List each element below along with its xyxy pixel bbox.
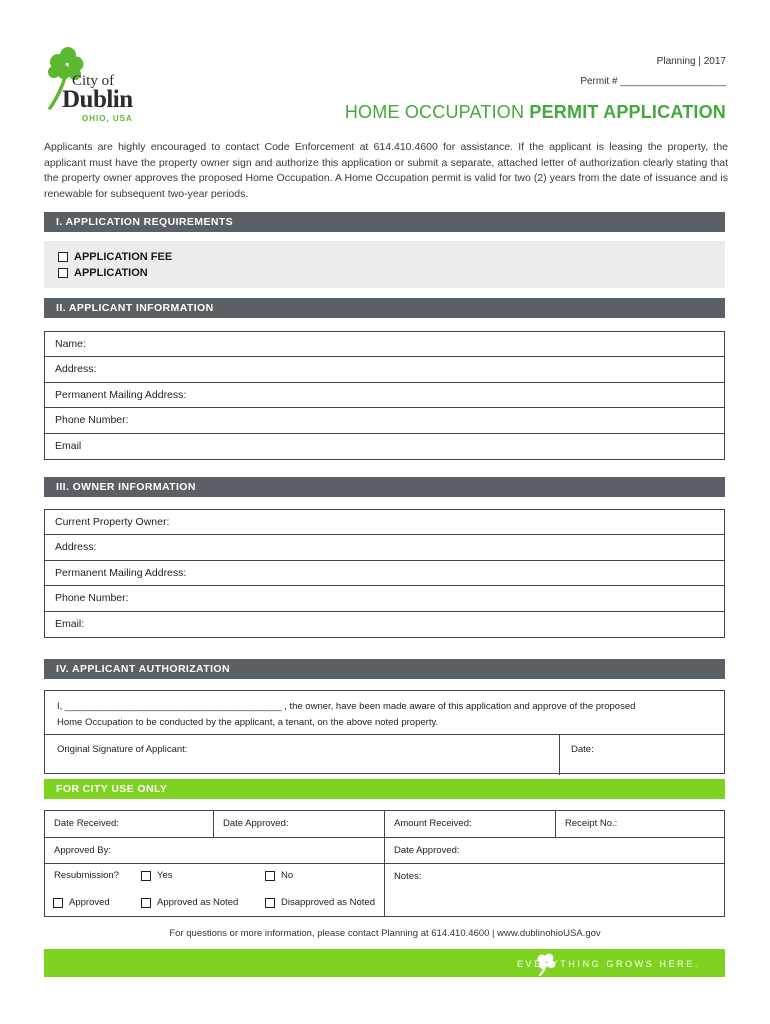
section-applicant-header: II. APPLICANT INFORMATION bbox=[44, 298, 725, 318]
requirement-label: APPLICATION bbox=[74, 267, 148, 279]
signature-date-field[interactable]: Date: bbox=[571, 744, 594, 755]
disapproved-as-noted-option[interactable] bbox=[265, 897, 375, 908]
authorization-line-1[interactable]: I, _________________________________________ , the owner, have been made aware of this application and approve of the proposed bbox=[57, 701, 636, 712]
owner-mailing-address-field[interactable]: Permanent Mailing Address: bbox=[45, 561, 724, 586]
checkbox-icon[interactable] bbox=[58, 252, 68, 262]
title-light: HOME OCCUPATION bbox=[344, 102, 530, 122]
title-bold: PERMIT APPLICATION bbox=[529, 102, 726, 122]
approved-label: Approved bbox=[69, 897, 110, 908]
requirements-box bbox=[44, 241, 725, 288]
page-title bbox=[345, 102, 726, 123]
divider bbox=[559, 735, 560, 775]
section-authorization-header: IV. APPLICANT AUTHORIZATION bbox=[44, 659, 725, 679]
signature-row bbox=[45, 734, 724, 775]
signature-field[interactable]: Original Signature of Applicant: bbox=[57, 744, 188, 755]
authorization-line-2: Home Occupation to be conducted by the applicant, a tenant, on the above noted property. bbox=[57, 717, 439, 728]
owner-fields bbox=[44, 509, 725, 638]
requirement-item[interactable] bbox=[58, 267, 148, 279]
address-field[interactable]: Address: bbox=[45, 357, 724, 382]
permit-number-field[interactable]: Permit # ___________________ bbox=[580, 76, 726, 87]
resubmission-label bbox=[54, 870, 119, 881]
section-city-use-header: FOR CITY USE ONLY bbox=[44, 779, 725, 799]
yes-label: Yes bbox=[157, 870, 173, 881]
email-field[interactable]: Email bbox=[55, 439, 82, 452]
checkbox-icon[interactable] bbox=[265, 898, 275, 908]
authorization-box bbox=[44, 690, 725, 774]
amount-received-field[interactable]: Amount Received: bbox=[384, 810, 556, 838]
yes-option[interactable] bbox=[141, 870, 173, 881]
date-received-field[interactable]: Date Received: bbox=[44, 810, 214, 838]
intro-paragraph: Applicants are highly encouraged to contact Code Enforcement at 614.410.4600 for assistance. If the applicant is leasing the property, the applicant must have the property owner sign and authorize this application or submit a separate, attached letter of authorization clearly stating that the property owner approves the proposed Home Occupation. A Home Occupation permit is valid for two (2) years from the date of issuance and is renewable for subsequent two-year periods. bbox=[44, 141, 728, 200]
date-approved-field[interactable]: Date Approved: bbox=[213, 810, 385, 838]
owner-address-field[interactable]: Address: bbox=[45, 535, 724, 560]
disapproved-as-noted-label: Disapproved as Noted bbox=[281, 897, 375, 908]
checkbox-icon[interactable] bbox=[265, 871, 275, 881]
city-use-grid bbox=[44, 810, 725, 917]
no-label: No bbox=[281, 870, 294, 881]
footer-contact: For questions or more information, please contact Planning at 614.410.4600 | www.dublinohioUSA.gov bbox=[169, 928, 601, 939]
no-option[interactable] bbox=[265, 870, 293, 881]
footer-tagline: EVERYTHING GROWS HERE. bbox=[516, 959, 700, 969]
logo-ohio-text: OHIO, USA bbox=[82, 114, 133, 123]
owner-email-field[interactable]: Email: bbox=[55, 617, 85, 630]
requirement-item[interactable] bbox=[58, 251, 172, 263]
date-approved-2-field[interactable]: Date Approved: bbox=[384, 837, 725, 864]
section-requirements-header: I. APPLICATION REQUIREMENTS bbox=[44, 212, 725, 232]
logo-dublin-text: Dublin bbox=[62, 86, 133, 113]
notes-field[interactable]: Notes: bbox=[384, 863, 725, 917]
receipt-number-field[interactable]: Receipt No.: bbox=[555, 810, 725, 838]
resubmission-text: Resubmission? bbox=[54, 870, 119, 881]
checkbox-icon[interactable] bbox=[141, 871, 151, 881]
owner-phone-field[interactable]: Phone Number: bbox=[45, 586, 724, 611]
checkbox-icon[interactable] bbox=[53, 898, 63, 908]
authorization-statement bbox=[57, 699, 707, 731]
mailing-address-field[interactable]: Permanent Mailing Address: bbox=[45, 383, 724, 408]
phone-field[interactable]: Phone Number: bbox=[45, 408, 724, 433]
approved-by-field[interactable]: Approved By: bbox=[44, 837, 385, 864]
section-owner-header: III. OWNER INFORMATION bbox=[44, 477, 725, 497]
checkbox-icon[interactable] bbox=[141, 898, 151, 908]
name-field[interactable]: Name: bbox=[45, 332, 724, 357]
approved-as-noted-label: Approved as Noted bbox=[157, 897, 239, 908]
requirement-label: APPLICATION FEE bbox=[74, 251, 173, 263]
logo-city-text: City of bbox=[72, 73, 115, 89]
applicant-fields bbox=[44, 331, 725, 460]
checkbox-icon[interactable] bbox=[58, 268, 68, 278]
approved-option[interactable] bbox=[53, 897, 110, 908]
approved-as-noted-option[interactable] bbox=[141, 897, 238, 908]
planning-year: Planning | 2017 bbox=[656, 56, 726, 67]
owner-name-field[interactable]: Current Property Owner: bbox=[45, 510, 724, 535]
